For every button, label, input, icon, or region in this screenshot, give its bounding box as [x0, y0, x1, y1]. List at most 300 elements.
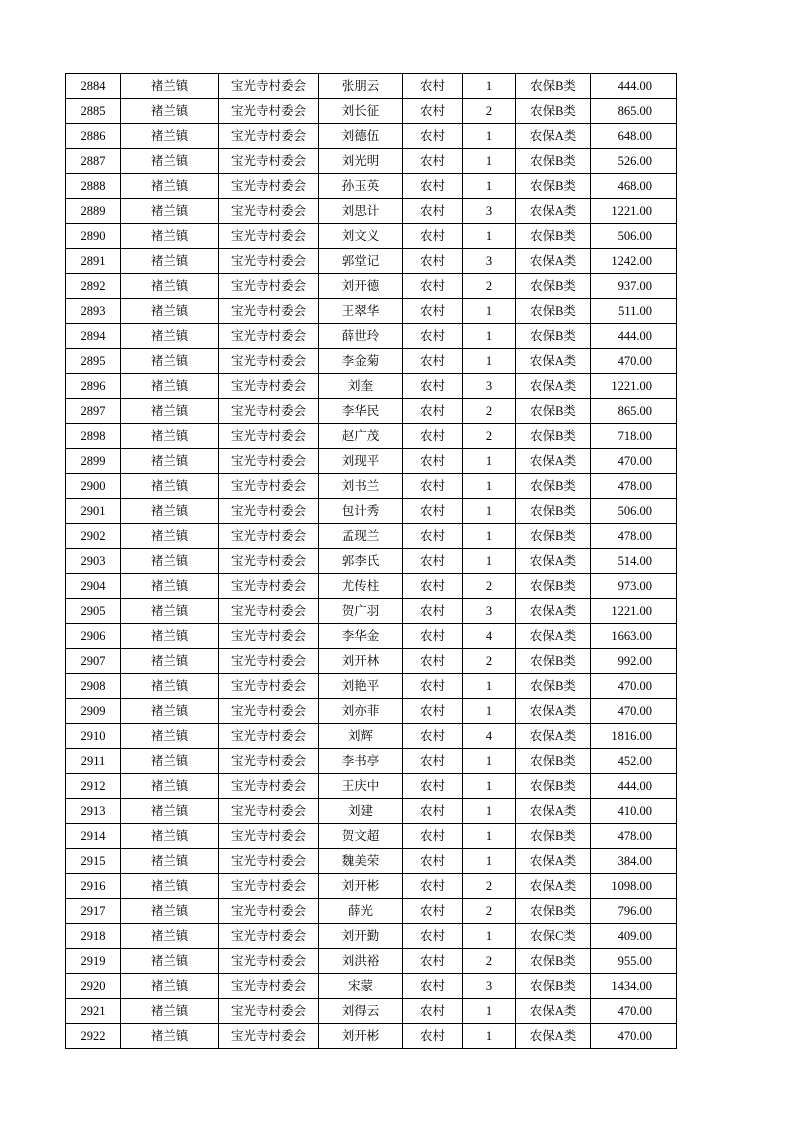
cell-amount: 470.00: [591, 349, 677, 374]
cell-category: 农保B类: [516, 949, 591, 974]
cell-name: 赵广茂: [319, 424, 403, 449]
cell-serial: 2897: [66, 399, 121, 424]
table-row: [66, 499, 677, 524]
cell-village: 宝光寺村委会: [219, 474, 319, 499]
table-row: [66, 724, 677, 749]
cell-name: 贺文超: [319, 824, 403, 849]
cell-amount: 444.00: [591, 774, 677, 799]
cell-residence: 农村: [403, 324, 463, 349]
cell-village: 宝光寺村委会: [219, 149, 319, 174]
cell-amount: 470.00: [591, 999, 677, 1024]
cell-amount: 865.00: [591, 399, 677, 424]
cell-village: 宝光寺村委会: [219, 574, 319, 599]
cell-category: 农保A类: [516, 599, 591, 624]
cell-residence: 农村: [403, 874, 463, 899]
cell-amount: 444.00: [591, 74, 677, 99]
cell-persons: 1: [463, 124, 516, 149]
cell-name: 刘开彬: [319, 1024, 403, 1049]
cell-amount: 444.00: [591, 324, 677, 349]
cell-serial: 2918: [66, 924, 121, 949]
cell-name: 刘现平: [319, 449, 403, 474]
cell-town: 褚兰镇: [121, 699, 219, 724]
cell-serial: 2917: [66, 899, 121, 924]
cell-town: 褚兰镇: [121, 424, 219, 449]
cell-name: 刘建: [319, 799, 403, 824]
cell-category: 农保B类: [516, 274, 591, 299]
table-row: [66, 299, 677, 324]
cell-residence: 农村: [403, 599, 463, 624]
cell-persons: 1: [463, 799, 516, 824]
cell-category: 农保A类: [516, 699, 591, 724]
cell-name: 郭李氏: [319, 549, 403, 574]
cell-name: 李金菊: [319, 349, 403, 374]
cell-persons: 1: [463, 824, 516, 849]
cell-village: 宝光寺村委会: [219, 349, 319, 374]
cell-village: 宝光寺村委会: [219, 99, 319, 124]
table-row: [66, 999, 677, 1024]
cell-persons: 1: [463, 299, 516, 324]
cell-category: 农保B类: [516, 149, 591, 174]
cell-name: 薛光: [319, 899, 403, 924]
cell-town: 褚兰镇: [121, 774, 219, 799]
cell-persons: 1: [463, 449, 516, 474]
table-row: [66, 374, 677, 399]
cell-name: 刘奎: [319, 374, 403, 399]
cell-persons: 1: [463, 699, 516, 724]
cell-persons: 2: [463, 399, 516, 424]
cell-village: 宝光寺村委会: [219, 824, 319, 849]
cell-village: 宝光寺村委会: [219, 674, 319, 699]
cell-serial: 2920: [66, 974, 121, 999]
cell-amount: 1098.00: [591, 874, 677, 899]
cell-category: 农保A类: [516, 349, 591, 374]
table-row: [66, 1024, 677, 1049]
cell-amount: 1221.00: [591, 599, 677, 624]
cell-town: 褚兰镇: [121, 749, 219, 774]
table-row: [66, 199, 677, 224]
cell-residence: 农村: [403, 249, 463, 274]
cell-category: 农保B类: [516, 524, 591, 549]
table-row: [66, 174, 677, 199]
cell-name: 包计秀: [319, 499, 403, 524]
cell-serial: 2894: [66, 324, 121, 349]
cell-town: 褚兰镇: [121, 124, 219, 149]
table-row: [66, 124, 677, 149]
cell-village: 宝光寺村委会: [219, 649, 319, 674]
cell-village: 宝光寺村委会: [219, 924, 319, 949]
cell-name: 郭堂记: [319, 249, 403, 274]
cell-residence: 农村: [403, 374, 463, 399]
cell-persons: 1: [463, 999, 516, 1024]
cell-name: 刘思计: [319, 199, 403, 224]
cell-residence: 农村: [403, 574, 463, 599]
cell-residence: 农村: [403, 174, 463, 199]
cell-amount: 1221.00: [591, 374, 677, 399]
cell-amount: 410.00: [591, 799, 677, 824]
cell-town: 褚兰镇: [121, 524, 219, 549]
cell-persons: 3: [463, 974, 516, 999]
cell-village: 宝光寺村委会: [219, 874, 319, 899]
cell-category: 农保B类: [516, 899, 591, 924]
cell-town: 褚兰镇: [121, 349, 219, 374]
cell-persons: 1: [463, 849, 516, 874]
cell-name: 孟现兰: [319, 524, 403, 549]
cell-category: 农保A类: [516, 549, 591, 574]
table-row: [66, 924, 677, 949]
table-row: [66, 249, 677, 274]
cell-residence: 农村: [403, 549, 463, 574]
cell-residence: 农村: [403, 824, 463, 849]
cell-residence: 农村: [403, 624, 463, 649]
cell-persons: 1: [463, 349, 516, 374]
cell-persons: 3: [463, 249, 516, 274]
cell-amount: 514.00: [591, 549, 677, 574]
cell-village: 宝光寺村委会: [219, 749, 319, 774]
cell-persons: 2: [463, 874, 516, 899]
cell-amount: 648.00: [591, 124, 677, 149]
cell-village: 宝光寺村委会: [219, 174, 319, 199]
cell-serial: 2890: [66, 224, 121, 249]
cell-village: 宝光寺村委会: [219, 549, 319, 574]
cell-name: 薛世玲: [319, 324, 403, 349]
cell-residence: 农村: [403, 849, 463, 874]
cell-serial: 2895: [66, 349, 121, 374]
table-row: [66, 749, 677, 774]
cell-category: 农保A类: [516, 1024, 591, 1049]
cell-serial: 2896: [66, 374, 121, 399]
cell-persons: 1: [463, 1024, 516, 1049]
cell-town: 褚兰镇: [121, 249, 219, 274]
cell-amount: 470.00: [591, 449, 677, 474]
cell-name: 刘洪裕: [319, 949, 403, 974]
cell-village: 宝光寺村委会: [219, 299, 319, 324]
table-row: [66, 649, 677, 674]
cell-category: 农保B类: [516, 174, 591, 199]
cell-residence: 农村: [403, 999, 463, 1024]
table-row: [66, 399, 677, 424]
cell-serial: 2913: [66, 799, 121, 824]
cell-amount: 478.00: [591, 824, 677, 849]
cell-name: 刘亦菲: [319, 699, 403, 724]
payment-roster-table: [65, 73, 677, 1049]
cell-town: 褚兰镇: [121, 499, 219, 524]
cell-amount: 955.00: [591, 949, 677, 974]
cell-serial: 2899: [66, 449, 121, 474]
cell-name: 刘文义: [319, 224, 403, 249]
cell-serial: 2905: [66, 599, 121, 624]
cell-name: 李书亭: [319, 749, 403, 774]
cell-amount: 468.00: [591, 174, 677, 199]
cell-serial: 2898: [66, 424, 121, 449]
cell-amount: 478.00: [591, 474, 677, 499]
cell-category: 农保B类: [516, 399, 591, 424]
table-row: [66, 524, 677, 549]
cell-residence: 农村: [403, 124, 463, 149]
cell-amount: 384.00: [591, 849, 677, 874]
cell-serial: 2902: [66, 524, 121, 549]
cell-residence: 农村: [403, 449, 463, 474]
table-row: [66, 74, 677, 99]
cell-persons: 1: [463, 74, 516, 99]
cell-town: 褚兰镇: [121, 999, 219, 1024]
cell-residence: 农村: [403, 724, 463, 749]
cell-village: 宝光寺村委会: [219, 724, 319, 749]
cell-category: 农保A类: [516, 799, 591, 824]
cell-category: 农保A类: [516, 449, 591, 474]
cell-name: 李华民: [319, 399, 403, 424]
cell-village: 宝光寺村委会: [219, 399, 319, 424]
table-row: [66, 149, 677, 174]
cell-category: 农保B类: [516, 74, 591, 99]
cell-village: 宝光寺村委会: [219, 774, 319, 799]
cell-name: 刘辉: [319, 724, 403, 749]
table-row: [66, 224, 677, 249]
cell-residence: 农村: [403, 424, 463, 449]
cell-residence: 农村: [403, 349, 463, 374]
cell-category: 农保B类: [516, 474, 591, 499]
cell-category: 农保B类: [516, 824, 591, 849]
cell-name: 王翠华: [319, 299, 403, 324]
cell-village: 宝光寺村委会: [219, 199, 319, 224]
cell-village: 宝光寺村委会: [219, 249, 319, 274]
cell-amount: 409.00: [591, 924, 677, 949]
cell-persons: 1: [463, 549, 516, 574]
cell-name: 王庆中: [319, 774, 403, 799]
cell-serial: 2911: [66, 749, 121, 774]
table-row: [66, 824, 677, 849]
cell-persons: 2: [463, 99, 516, 124]
cell-amount: 1816.00: [591, 724, 677, 749]
cell-name: 刘艳平: [319, 674, 403, 699]
cell-village: 宝光寺村委会: [219, 1024, 319, 1049]
cell-name: 孙玉英: [319, 174, 403, 199]
cell-village: 宝光寺村委会: [219, 624, 319, 649]
cell-name: 刘开林: [319, 649, 403, 674]
cell-serial: 2887: [66, 149, 121, 174]
cell-residence: 农村: [403, 949, 463, 974]
cell-serial: 2907: [66, 649, 121, 674]
cell-name: 刘光明: [319, 149, 403, 174]
cell-category: 农保B类: [516, 574, 591, 599]
cell-persons: 1: [463, 674, 516, 699]
cell-name: 刘长征: [319, 99, 403, 124]
cell-town: 褚兰镇: [121, 374, 219, 399]
cell-town: 褚兰镇: [121, 549, 219, 574]
cell-category: 农保A类: [516, 849, 591, 874]
cell-amount: 526.00: [591, 149, 677, 174]
cell-persons: 1: [463, 924, 516, 949]
table-row: [66, 549, 677, 574]
cell-residence: 农村: [403, 499, 463, 524]
table-row: [66, 274, 677, 299]
cell-persons: 2: [463, 649, 516, 674]
table-row: [66, 899, 677, 924]
cell-town: 褚兰镇: [121, 949, 219, 974]
cell-village: 宝光寺村委会: [219, 324, 319, 349]
table-row: [66, 349, 677, 374]
cell-town: 褚兰镇: [121, 199, 219, 224]
cell-serial: 2921: [66, 999, 121, 1024]
cell-amount: 796.00: [591, 899, 677, 924]
cell-category: 农保A类: [516, 874, 591, 899]
table-row: [66, 699, 677, 724]
cell-town: 褚兰镇: [121, 1024, 219, 1049]
table-row: [66, 99, 677, 124]
cell-serial: 2922: [66, 1024, 121, 1049]
cell-town: 褚兰镇: [121, 574, 219, 599]
cell-persons: 3: [463, 199, 516, 224]
cell-village: 宝光寺村委会: [219, 424, 319, 449]
cell-name: 贺广羽: [319, 599, 403, 624]
cell-residence: 农村: [403, 774, 463, 799]
cell-amount: 718.00: [591, 424, 677, 449]
cell-persons: 2: [463, 949, 516, 974]
table-row: [66, 874, 677, 899]
cell-town: 褚兰镇: [121, 974, 219, 999]
table-row: [66, 624, 677, 649]
cell-village: 宝光寺村委会: [219, 949, 319, 974]
cell-residence: 农村: [403, 749, 463, 774]
cell-town: 褚兰镇: [121, 474, 219, 499]
cell-category: 农保B类: [516, 424, 591, 449]
table-row: [66, 324, 677, 349]
cell-persons: 1: [463, 324, 516, 349]
cell-village: 宝光寺村委会: [219, 974, 319, 999]
table-row: [66, 574, 677, 599]
cell-town: 褚兰镇: [121, 149, 219, 174]
cell-persons: 1: [463, 474, 516, 499]
cell-residence: 农村: [403, 924, 463, 949]
cell-name: 刘开勤: [319, 924, 403, 949]
cell-residence: 农村: [403, 299, 463, 324]
cell-serial: 2919: [66, 949, 121, 974]
cell-residence: 农村: [403, 199, 463, 224]
cell-category: 农保B类: [516, 974, 591, 999]
cell-residence: 农村: [403, 99, 463, 124]
cell-category: 农保B类: [516, 299, 591, 324]
cell-category: 农保B类: [516, 649, 591, 674]
cell-category: 农保B类: [516, 224, 591, 249]
cell-village: 宝光寺村委会: [219, 849, 319, 874]
cell-amount: 470.00: [591, 674, 677, 699]
cell-serial: 2889: [66, 199, 121, 224]
cell-town: 褚兰镇: [121, 899, 219, 924]
cell-residence: 农村: [403, 224, 463, 249]
cell-persons: 2: [463, 574, 516, 599]
cell-town: 褚兰镇: [121, 99, 219, 124]
cell-amount: 1242.00: [591, 249, 677, 274]
cell-residence: 农村: [403, 274, 463, 299]
cell-residence: 农村: [403, 974, 463, 999]
cell-amount: 478.00: [591, 524, 677, 549]
cell-category: 农保A类: [516, 199, 591, 224]
cell-name: 尤传柱: [319, 574, 403, 599]
cell-amount: 1434.00: [591, 974, 677, 999]
cell-name: 李华金: [319, 624, 403, 649]
cell-persons: 3: [463, 599, 516, 624]
table-row: [66, 674, 677, 699]
cell-town: 褚兰镇: [121, 174, 219, 199]
cell-category: 农保B类: [516, 674, 591, 699]
cell-town: 褚兰镇: [121, 849, 219, 874]
cell-town: 褚兰镇: [121, 224, 219, 249]
cell-village: 宝光寺村委会: [219, 524, 319, 549]
cell-amount: 470.00: [591, 1024, 677, 1049]
cell-amount: 470.00: [591, 699, 677, 724]
table-row: [66, 424, 677, 449]
cell-serial: 2891: [66, 249, 121, 274]
cell-town: 褚兰镇: [121, 874, 219, 899]
cell-residence: 农村: [403, 1024, 463, 1049]
cell-residence: 农村: [403, 399, 463, 424]
cell-village: 宝光寺村委会: [219, 999, 319, 1024]
cell-residence: 农村: [403, 649, 463, 674]
cell-town: 褚兰镇: [121, 299, 219, 324]
cell-persons: 1: [463, 224, 516, 249]
cell-residence: 农村: [403, 699, 463, 724]
cell-persons: 1: [463, 774, 516, 799]
cell-persons: 4: [463, 724, 516, 749]
cell-name: 刘书兰: [319, 474, 403, 499]
cell-serial: 2915: [66, 849, 121, 874]
cell-residence: 农村: [403, 524, 463, 549]
cell-category: 农保B类: [516, 774, 591, 799]
cell-amount: 992.00: [591, 649, 677, 674]
cell-category: 农保B类: [516, 99, 591, 124]
cell-village: 宝光寺村委会: [219, 899, 319, 924]
cell-serial: 2900: [66, 474, 121, 499]
cell-village: 宝光寺村委会: [219, 449, 319, 474]
cell-village: 宝光寺村委会: [219, 374, 319, 399]
cell-residence: 农村: [403, 474, 463, 499]
cell-category: 农保A类: [516, 124, 591, 149]
cell-serial: 2909: [66, 699, 121, 724]
cell-serial: 2884: [66, 74, 121, 99]
cell-category: 农保A类: [516, 624, 591, 649]
cell-town: 褚兰镇: [121, 824, 219, 849]
table-row: [66, 599, 677, 624]
cell-name: 刘德伍: [319, 124, 403, 149]
cell-category: 农保B类: [516, 499, 591, 524]
cell-town: 褚兰镇: [121, 599, 219, 624]
cell-town: 褚兰镇: [121, 74, 219, 99]
cell-town: 褚兰镇: [121, 924, 219, 949]
cell-village: 宝光寺村委会: [219, 799, 319, 824]
table-row: [66, 799, 677, 824]
cell-village: 宝光寺村委会: [219, 124, 319, 149]
cell-village: 宝光寺村委会: [219, 74, 319, 99]
cell-serial: 2916: [66, 874, 121, 899]
cell-town: 褚兰镇: [121, 324, 219, 349]
cell-town: 褚兰镇: [121, 449, 219, 474]
cell-village: 宝光寺村委会: [219, 599, 319, 624]
cell-serial: 2904: [66, 574, 121, 599]
cell-town: 褚兰镇: [121, 674, 219, 699]
cell-amount: 1221.00: [591, 199, 677, 224]
cell-town: 褚兰镇: [121, 799, 219, 824]
cell-amount: 937.00: [591, 274, 677, 299]
table-row: [66, 974, 677, 999]
cell-serial: 2886: [66, 124, 121, 149]
cell-village: 宝光寺村委会: [219, 224, 319, 249]
table-body: [66, 74, 677, 1049]
cell-name: 宋蒙: [319, 974, 403, 999]
cell-persons: 2: [463, 899, 516, 924]
cell-serial: 2912: [66, 774, 121, 799]
cell-serial: 2908: [66, 674, 121, 699]
cell-residence: 农村: [403, 799, 463, 824]
cell-amount: 452.00: [591, 749, 677, 774]
